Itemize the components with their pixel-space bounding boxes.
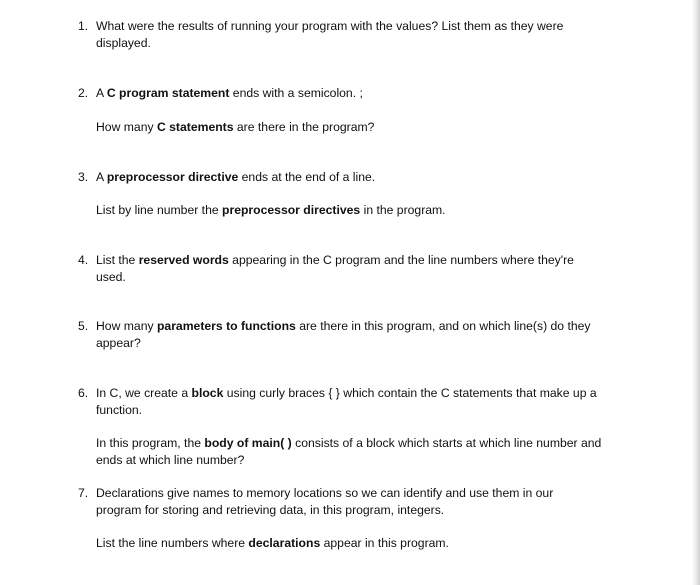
bold-term: body of main( ) (204, 436, 292, 450)
text-run: consists of a block which starts at which line number and ends at which line number? (96, 436, 602, 467)
text-run: List the line numbers where (96, 536, 249, 550)
question-number: 6. (78, 386, 89, 400)
question-text (96, 85, 596, 102)
question-text (96, 252, 596, 286)
question-text (96, 485, 576, 519)
question-text (96, 435, 616, 469)
text-run: A (96, 86, 107, 100)
question-number: 4. (78, 253, 89, 267)
question-text (96, 318, 611, 352)
question-number: 5. (78, 319, 89, 333)
question-text (96, 385, 616, 419)
text-run: ends with a semicolon. ; (229, 86, 363, 100)
text-run: List the (96, 253, 139, 267)
question-number: 1. (78, 19, 89, 33)
question-number: 7. (78, 486, 89, 500)
question-text (96, 202, 596, 219)
bold-term: C program statement (106, 86, 230, 100)
bold-term: C statements (156, 120, 234, 134)
bold-term: reserved words (138, 253, 229, 267)
text-run: in the program. (360, 203, 446, 217)
question-number: 3. (78, 170, 89, 184)
text-run: A (96, 170, 107, 184)
question-text (96, 18, 601, 52)
text-run: appear in this program. (320, 536, 449, 550)
text-run: In this program, the (96, 436, 205, 450)
text-run: are there in the program? (233, 120, 375, 134)
text-run: How many (96, 319, 157, 333)
bold-term: preprocessor directive (106, 170, 239, 184)
bold-term: preprocessor directives (222, 203, 361, 217)
text-run: appearing in the C program and the line numbers where they're used. (96, 253, 574, 284)
bold-term: parameters to functions (156, 319, 296, 333)
text-run: In C, we create a (96, 386, 192, 400)
text-run: List by line number the (96, 203, 223, 217)
page-edge-shadow (692, 0, 700, 585)
text-run: ends at the end of a line. (238, 170, 376, 184)
text-run: using curly braces { } which contain the C statements that make up a function. (96, 386, 597, 417)
bold-term: declarations (248, 536, 321, 550)
text-run: Declarations give names to memory locations so we can identify and use them in our program for storing and retrieving data, in this program, integers. (96, 486, 554, 517)
question-text (96, 119, 596, 136)
text-run: What were the results of running your program with the values? List them as they were displayed. (96, 19, 564, 50)
text-run: How many (96, 120, 157, 134)
bold-term: block (191, 386, 224, 400)
question-number: 2. (78, 86, 89, 100)
question-text (96, 169, 596, 186)
text-run: are there in this program, and on which line(s) do they appear? (96, 319, 591, 350)
question-text (96, 535, 576, 552)
